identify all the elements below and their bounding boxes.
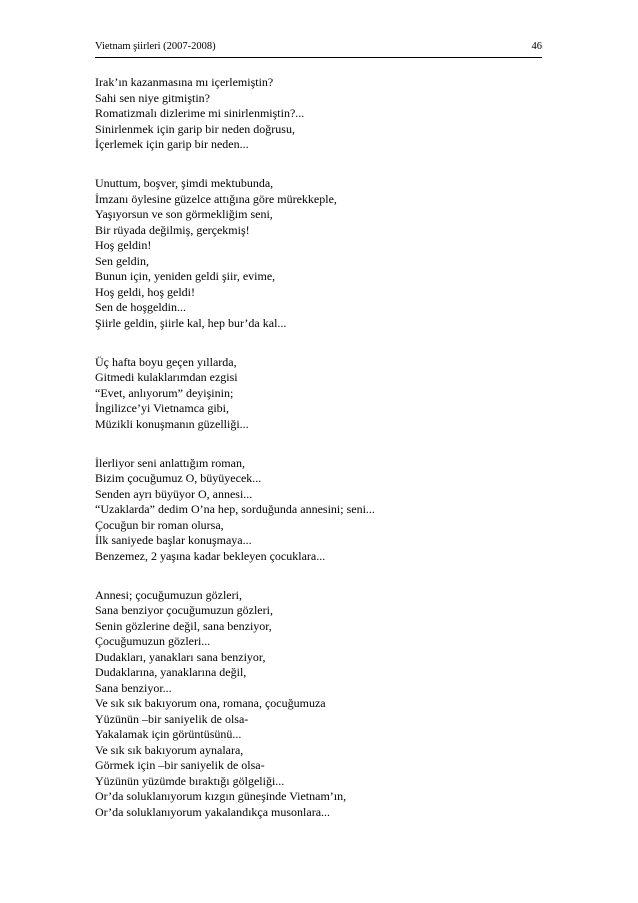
- document-title: Vietnam şiirleri (2007-2008): [95, 41, 216, 52]
- poem-body: [95, 75, 555, 820]
- poem-line: İlk saniyede başlar konuşmaya...: [95, 533, 252, 547]
- poem-line: Sana benziyor çocuğumuzun gözleri,: [95, 603, 273, 617]
- poem-line: Yüzünün yüzümde bıraktığı gölgeliği...: [95, 773, 285, 788]
- poem-line: Hoş geldi, hoş geldi!: [95, 284, 195, 299]
- poem-line: Or’da soluklanıyorum yakalandıkça musonlara...: [95, 804, 331, 819]
- poem-line: Yüzünün –bir saniyelik de olsa-: [95, 711, 249, 726]
- poem-line: Bir rüyada değilmiş, gerçekmiş!: [95, 222, 250, 237]
- poem-line: Görmek için –bir saniyelik de olsa-: [95, 758, 265, 772]
- stanza-3: [95, 355, 555, 433]
- stanza-gap: [95, 564, 555, 588]
- page-number: 46: [531, 41, 542, 52]
- poem-line: Hoş geldin!: [95, 238, 152, 252]
- poem-line: Sahi sen niye gitmiştin?: [95, 90, 210, 105]
- stanza-4: [95, 456, 555, 565]
- poem-line: Şiirle geldin, şiirle kal, hep bur’da kal...: [95, 315, 287, 330]
- poem-line: Sen de hoşgeldin...: [95, 300, 186, 314]
- header-divider: [95, 57, 542, 58]
- poem-line: Annesi; çocuğumuzun gözleri,: [95, 587, 242, 602]
- stanza-5: [95, 588, 555, 821]
- poem-line: Müzikli konuşmanın güzelliği...: [95, 416, 249, 431]
- poem-line: Senden ayrı büyüyor O, annesi...: [95, 486, 253, 501]
- stanza-gap: [95, 331, 555, 355]
- stanza-2: [95, 176, 555, 331]
- poem-line: Çocuğumuzun gözleri...: [95, 634, 211, 648]
- poem-line: Benzemez, 2 yaşına kadar bekleyen çocuklara...: [95, 548, 326, 563]
- poem-line: Sen geldin,: [95, 253, 149, 268]
- poem-line: Yakalamak için görüntüsünü...: [95, 727, 242, 741]
- poem-line: Dudakları, yanakları sana benziyor,: [95, 649, 266, 664]
- poem-line: İlerliyor seni anlattığım roman,: [95, 455, 245, 470]
- poem-line: Sinirlenmek için garip bir neden doğrusu,: [95, 121, 295, 136]
- poem-line: İçerlemek için garip bir neden...: [95, 137, 249, 151]
- poem-line: İmzanı öylesine güzelce attığına göre mürekkeple,: [95, 191, 337, 206]
- poem-line: Or’da soluklanıyorum kızgın güneşinde Vietnam’ın,: [95, 789, 347, 803]
- poem-line: Senin gözlerine değil, sana benziyor,: [95, 618, 272, 633]
- poem-line: Bizim çocuğumuz O, büyüyecek...: [95, 471, 262, 485]
- poem-line: “Uzaklarda” dedim O’na hep, sorduğunda annesini; seni...: [95, 502, 375, 516]
- poem-line: “Evet, anlıyorum” deyişinin;: [95, 385, 234, 400]
- poem-line: Üç hafta boyu geçen yıllarda,: [95, 354, 237, 369]
- poem-line: İngilizce’yi Vietnamca gibi,: [95, 401, 230, 415]
- poem-line: Gitmedi kulaklarımdan ezgisi: [95, 370, 238, 384]
- poem-line: Ve sık sık bakıyorum ona, romana, çocuğumuza: [95, 696, 326, 710]
- stanza-gap: [95, 432, 555, 456]
- poem-line: Yaşıyorsun ve son görmekliğim seni,: [95, 207, 273, 221]
- poem-line: Irak’ın kazanmasına mı içerlemiştin?: [95, 75, 274, 89]
- poem-line: Sana benziyor...: [95, 680, 172, 695]
- poem-line: Romatizmalı dizlerime mi sinirlenmiştin?...: [95, 106, 305, 120]
- stanza-gap: [95, 153, 555, 177]
- poem-line: Bunun için, yeniden geldi şiir, evime,: [95, 269, 276, 283]
- poem-line: Ve sık sık bakıyorum aynalara,: [95, 742, 244, 757]
- stanza-1: [95, 75, 555, 153]
- poem-line: Çocuğun bir roman olursa,: [95, 517, 224, 532]
- poem-line: Unuttum, boşver, şimdi mektubunda,: [95, 176, 274, 190]
- poem-line: Dudaklarına, yanaklarına değil,: [95, 665, 247, 679]
